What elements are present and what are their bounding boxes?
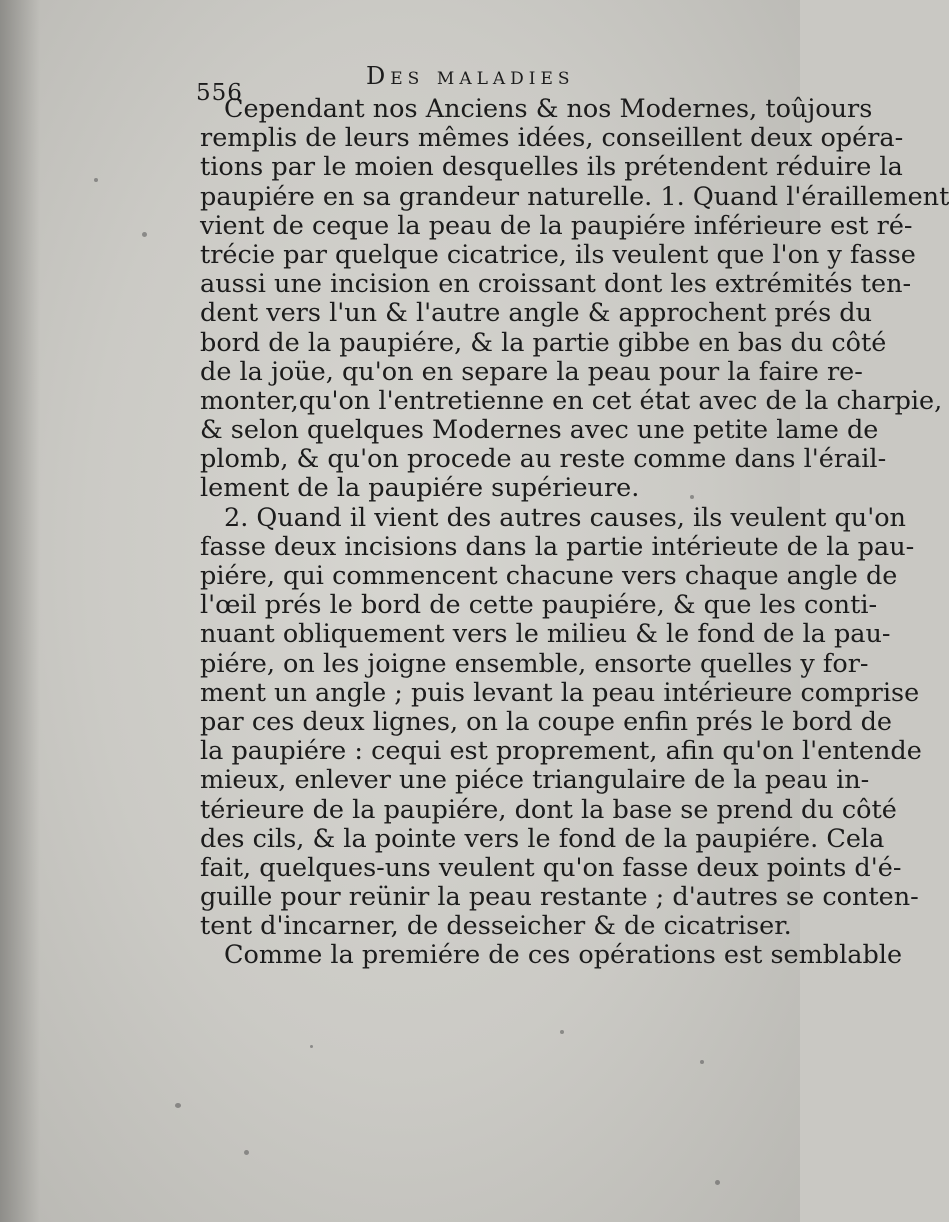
text-line: plomb, & qu'on procede au reste comme dans l'érail- (200, 444, 887, 475)
text-line: bord de la paupiére, & la partie gibbe en bas du côté (200, 327, 887, 358)
paper-speck (560, 1030, 564, 1034)
text-line: monter,qu'on l'entretienne en cet état avec de la charpie, (200, 385, 943, 416)
running-title: Des maladies (366, 62, 575, 90)
body-text (200, 94, 949, 971)
text-line: lement de la paupiére supérieure. (200, 473, 640, 504)
paper-speck (244, 1150, 249, 1155)
text-line: térieure de la paupiére, dont la base se prend du côté (200, 794, 897, 825)
text-line: l'œil prés le bord de cette paupiére, & que les conti- (200, 590, 878, 621)
text-line: & selon quelques Modernes avec une petite lame de (200, 415, 879, 446)
text-line: Comme la premiére de ces opérations est semblable (224, 940, 903, 971)
paper-speck (690, 495, 694, 499)
gutter-shadow (0, 0, 40, 1222)
paper-speck (310, 1045, 313, 1048)
paper-speck (715, 1180, 720, 1185)
text-line: trécie par quelque cicatrice, ils veulent que l'on y fasse (200, 239, 916, 270)
text-line: fait, quelques-uns veulent qu'on fasse deux points d'é- (200, 852, 902, 883)
text-line: nuant obliquement vers le milieu & le fond de la pau- (200, 619, 891, 650)
text-line: remplis de leurs mêmes idées, conseillent deux opéra- (200, 123, 904, 154)
text-line: 2. Quand il vient des autres causes, ils veulent qu'on (224, 502, 906, 533)
text-line: par ces deux lignes, on la coupe enfin prés le bord de (200, 706, 892, 737)
text-line: ment un angle ; puis levant la peau intérieure comprise (200, 677, 920, 708)
text-line: la paupiére : cequi est proprement, afin qu'on l'entende (200, 736, 922, 767)
paper-speck (700, 1060, 704, 1064)
text-line: mieux, enlever une piéce triangulaire de la peau in- (200, 765, 870, 796)
text-line: guille pour reünir la peau restante ; d'autres se conten- (200, 882, 919, 913)
page-number: 556 (196, 80, 243, 106)
text-line: des cils, & la pointe vers le fond de la paupiére. Cela (200, 823, 885, 854)
text-line: piére, on les joigne ensemble, ensorte quelles y for- (200, 648, 869, 679)
text-line: fasse deux incisions dans la partie intérieute de la pau- (200, 531, 915, 562)
paper-speck (175, 1103, 181, 1108)
text-line: aussi une incision en croissant dont les extrémités ten- (200, 269, 912, 300)
running-head (0, 62, 800, 106)
paper-speck (142, 232, 147, 237)
text-line: vient de ceque la peau de la paupiére inférieure est ré- (200, 210, 913, 241)
text-line: tent d'incarner, de desseicher & de cicatriser. (200, 911, 792, 942)
text-line: Cependant nos Anciens & nos Modernes, toûjours (224, 94, 873, 124)
text-line: de la joüe, qu'on en separe la peau pour la faire re- (200, 356, 863, 387)
text-line: piére, qui commencent chacune vers chaque angle de (200, 561, 898, 591)
text-line: paupiére en sa grandeur naturelle. 1. Quand l'éraillement (200, 181, 949, 212)
paper-speck (94, 178, 98, 182)
text-line: dent vers l'un & l'autre angle & approchent prés du (200, 298, 873, 329)
text-line: tions par le moien desquelles ils prétendent réduire la (200, 152, 903, 183)
